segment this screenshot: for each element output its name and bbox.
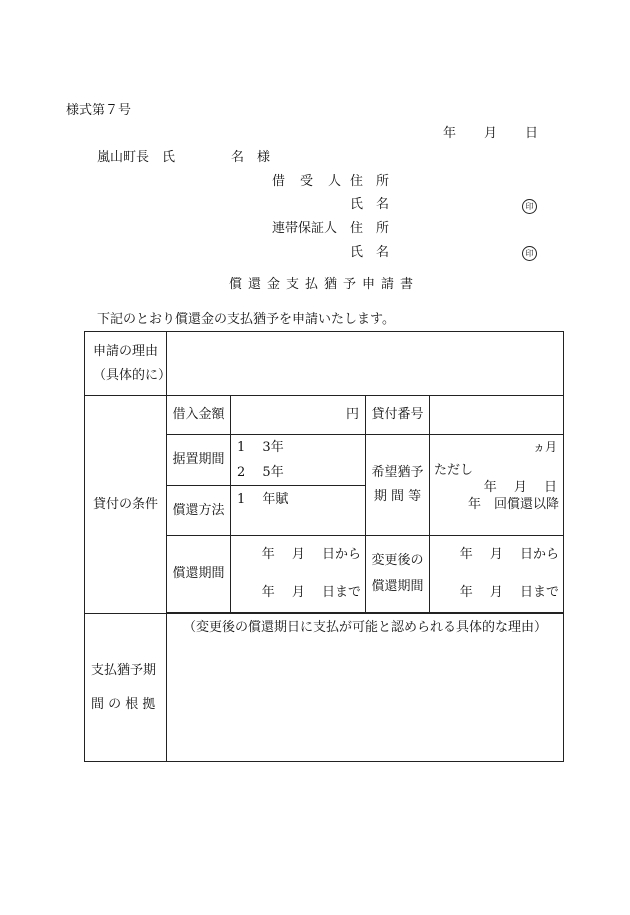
borrower-address-label: 住 所 — [350, 174, 390, 189]
desired-period-label-sub: 期 間 等 — [373, 489, 422, 504]
form-number: 様式第７号 — [66, 103, 132, 118]
loan-amount-unit: 円 — [345, 407, 359, 423]
reason-label: 申請の理由 — [93, 343, 159, 359]
borrower-name-label: 氏 名 — [350, 197, 390, 212]
changed-period-label: 変更後の — [371, 553, 424, 568]
guarantor-seal-icon: 印 — [522, 246, 537, 261]
conditions-label: 貸付の条件 — [92, 496, 158, 512]
repay-period-from: 年 月 日から — [261, 547, 361, 562]
desired-from-installment: 年 回償還以降 — [467, 497, 559, 512]
document-title: 償還金支払猶予申請書 — [229, 277, 420, 292]
reason-label-sub: （具体的に） — [93, 367, 172, 383]
loan-amount-row — [85, 396, 564, 435]
guarantor-role: 連帯保証人 — [272, 221, 338, 236]
basis-label-sub: 間 の 根 拠 — [91, 696, 156, 712]
basis-note: （変更後の償還期日に支払が可能と認められる具体的な理由） — [182, 620, 547, 635]
deferral-label: 据置期間 — [167, 435, 231, 486]
guarantor-address-label: 住 所 — [350, 221, 390, 236]
addressee-honorific: 名 様 — [231, 150, 271, 165]
application-form-table — [84, 331, 564, 762]
date-day: 日 — [525, 126, 539, 141]
loan-number-input[interactable] — [430, 396, 564, 435]
desired-however: ただし — [434, 463, 474, 478]
date-month: 月 — [484, 126, 498, 141]
repay-method-text: 年賦 — [262, 492, 289, 507]
conditions-label-cell — [85, 396, 167, 614]
guarantor-name-label: 氏 名 — [350, 245, 390, 260]
desired-period-cell[interactable] — [430, 435, 564, 536]
desired-date: 年 月 日 — [483, 480, 557, 495]
desired-months: ヵ月 — [532, 440, 557, 454]
changed-period-label-cell — [366, 536, 430, 613]
basis-input[interactable] — [167, 614, 564, 762]
changed-period-to: 年 月 日まで — [459, 585, 559, 600]
changed-period-input[interactable] — [430, 536, 564, 613]
date-year: 年 — [443, 126, 457, 141]
desired-period-label-cell — [366, 435, 430, 536]
loan-amount-input[interactable] — [231, 396, 366, 435]
basis-label: 支払猶予期 — [91, 662, 157, 678]
reason-row — [85, 332, 564, 396]
borrower-role: 借 受 人 — [272, 174, 343, 189]
deferral-option-1[interactable]: 1 3年 — [237, 440, 284, 455]
loan-amount-label: 借入金額 — [167, 396, 231, 435]
reason-input[interactable] — [167, 332, 564, 396]
desired-period-label: 希望猶予 — [371, 465, 424, 480]
loan-number-label: 貸付番号 — [366, 396, 430, 435]
basis-row — [85, 614, 564, 762]
repay-method-input[interactable]: 1 年賦 — [231, 486, 366, 536]
repay-period-to: 年 月 日まで — [261, 585, 361, 600]
changed-period-from: 年 月 日から — [459, 547, 559, 562]
changed-period-label-sub: 償還期間 — [371, 579, 424, 594]
deferral-option-2[interactable]: 2 5年 — [237, 465, 284, 480]
repay-period-input[interactable] — [231, 536, 366, 613]
repay-method-label: 償還方法 — [167, 486, 231, 536]
basis-label-cell — [85, 614, 167, 762]
borrower-seal-icon: 印 — [522, 199, 537, 214]
reason-label-cell — [85, 332, 172, 396]
addressee-name: 嵐山町長 氏 — [97, 150, 176, 165]
repay-period-label: 償還期間 — [167, 536, 231, 613]
intro-text: 下記のとおり償還金の支払猶予を申請いたします。 — [97, 312, 395, 327]
deferral-options[interactable] — [231, 435, 366, 486]
